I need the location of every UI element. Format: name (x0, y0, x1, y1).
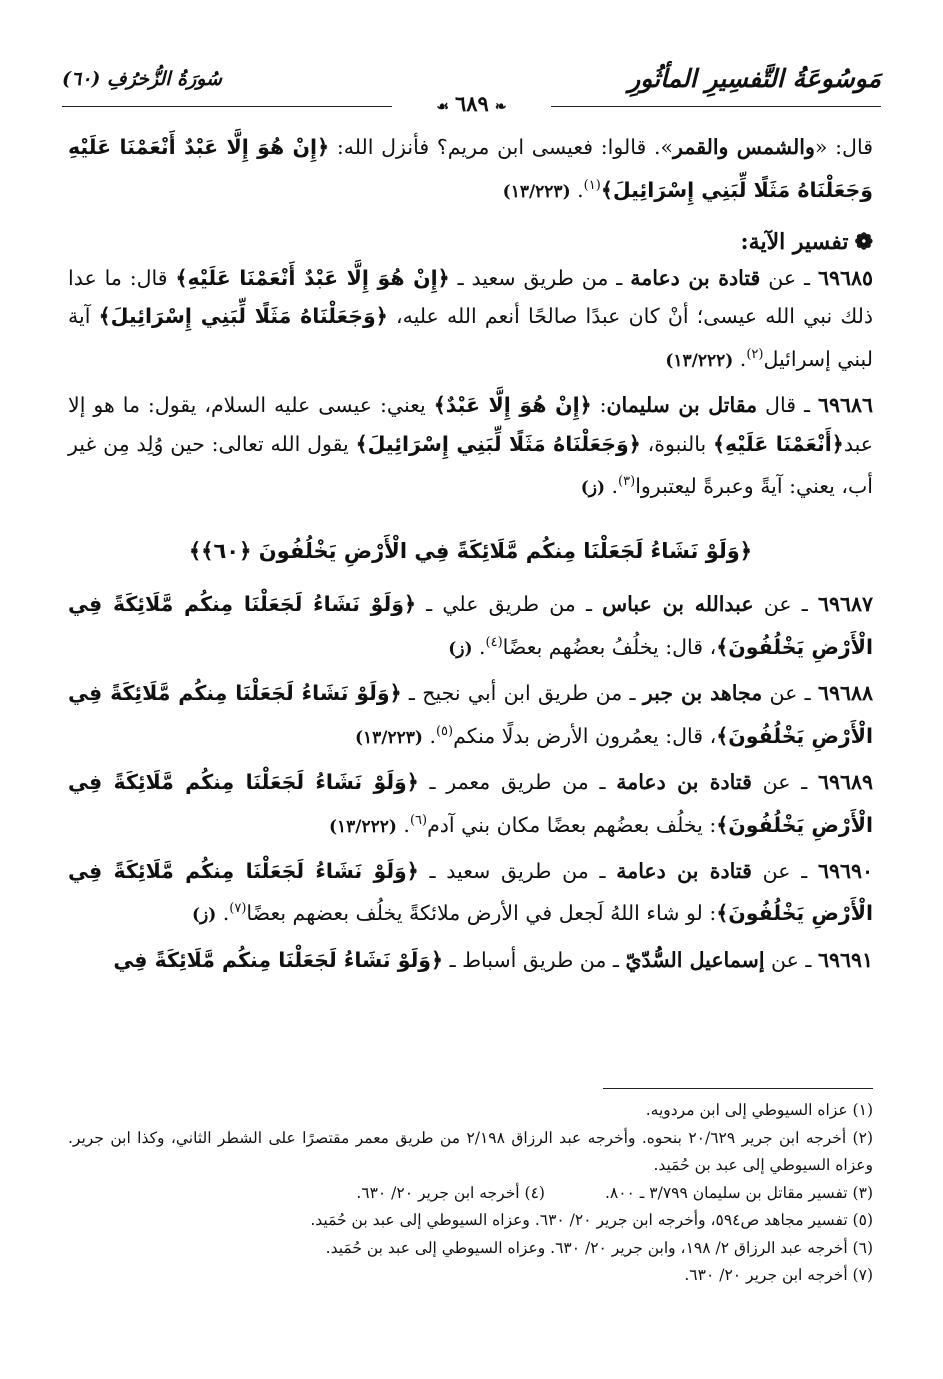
quran-quote: ﴿إِنْ هُوَ إِلَّا عَبْدٌ﴾ (433, 393, 592, 418)
quran-quote: ﴿وَلَوْ نَشَاءُ لَجَعَلْنَا مِنكُم مَّلَائِكَةً فِي (113, 947, 444, 972)
entry-69688: ٦٩٦٨٨ ـ عن مجاهد بن جبر ـ من طريق ابن أبي نجيح ـ ﴿وَلَوْ نَشَاءُ لَجَعَلْنَا مِنكُم مَّلَائِكَةً فِي الْأَرْضِ يَخْلُفُونَ﴾، قال: يعمُرون الأرض بدلًا منكم$^{(٥)}$. (١٣/٢٢٣) (68, 681, 873, 748)
entry-69685: ٦٩٦٨٥ ـ عن قتادة بن دعامة ـ من طريق سعيد ـ ﴿إِنْ هُوَ إِلَّا عَبْدٌ أَنْعَمْنَا عَلَيْهِ﴾ قال: ما عدا ذلك نبي الله عيسى؛ أنْ كان عبدًا صالحًا أنعم الله عليه، ﴿وَجَعَلْنَاهُ مَثَلًا لِّبَنِي إِسْرَائِيلَ﴾ آية لبني إسرائيل$^{(٢)}$. (١٣/٢٢٢) (68, 265, 873, 371)
footnote-marker: (١) (583, 177, 601, 193)
entry-69691: ٦٩٦٩١ ـ عن إسماعيل السُّدّيّ ـ من طريق أسباط ـ ﴿وَلَوْ نَشَاءُ لَجَعَلْنَا مِنكُم مَّلَائِكَةً فِي (113, 947, 873, 972)
footnote-marker: (٦) (409, 812, 428, 828)
footnote-3: (٣) تفسير مقاتل بن سليمان ٣/٧٩٩ ـ ٨٠٠. (604, 1183, 873, 1202)
volume-reference: (١٣/٢٢٣) (502, 181, 571, 202)
quran-quote: ﴿إِنْ هُوَ إِلَّا عَبْدٌ أَنْعَمْنَا عَلَيْهِ وَجَعَلْنَاهُ مَثَلًا لِّبَنِي إِسْرَائِيلَ﴾ (68, 135, 873, 202)
footnote-marker: (٧) (229, 901, 247, 917)
page-number: ❧٦٨٩☙ (436, 91, 507, 116)
entry-69686: ٦٩٦٨٦ ـ قال مقاتل بن سليمان: ﴿إِنْ هُوَ إِلَّا عَبْدٌ﴾ يعني: عيسى عليه السلام، يقول: ما هو إلا عبد﴿أَنْعَمْنَا عَلَيْهِ﴾ بالنبوة، ﴿وَجَعَلْنَاهُ مَثَلًا لِّبَنِي إِسْرَائِيلَ﴾ يقول الله تعالى: حين وُلِد مِن غير أب، يعني: آيةً وعبرةً ليعتبروا$^{(٣)}$. (ز) (68, 393, 873, 498)
footnote-4: (٤) أخرجه ابن جرير ٢٠/ ٦٣٠. (356, 1183, 545, 1202)
narrator-name: إسماعيل السُّدّيّ (625, 947, 765, 972)
flower-icon: ❁ (854, 228, 873, 255)
narrator-name: مقاتل بن سليمان (606, 393, 758, 418)
volume-reference: (ز) (448, 638, 473, 659)
volume-reference: (١٣/٢٢٣) (354, 727, 423, 748)
footnote-marker: (٥) (435, 723, 454, 739)
intro-paragraph: قال: «والشمس والقمر». قالوا: فعيسى ابن مريم؟ فأنزل الله: ﴿إِنْ هُوَ إِلَّا عَبْدٌ أَنْعَمْنَا عَلَيْهِ وَجَعَلْنَاهُ مَثَلًا لِّبَنِي إِسْرَائِيلَ﴾$^{(١)}$. (١٣/٢٢٣) (68, 135, 873, 202)
quran-quote: ﴿وَلَوْ نَشَاءُ لَجَعَلْنَا مِنكُم مَّلَائِكَةً فِي الْأَرْضِ يَخْلُفُونَ﴾ (68, 592, 873, 659)
volume-reference: (ز) (580, 477, 605, 498)
narrator-name: قتادة بن دعامة (616, 770, 752, 795)
ornament-icon: ❧ (494, 99, 507, 115)
volume-reference: (ز) (191, 905, 217, 926)
book-title: مَوسُوعَةُ التَّفسِيرِ المأثُورِ (628, 64, 881, 93)
quran-quote: ﴿وَجَعَلْنَاهُ مَثَلًا لِّبَنِي إِسْرَائِيلَ﴾ (355, 431, 641, 456)
quran-quote: ﴿أَنْعَمْنَا عَلَيْهِ﴾ (713, 431, 844, 456)
section-title: ❁تفسير الآية: (740, 228, 873, 255)
narrator-name: قتادة بن دعامة (630, 265, 761, 290)
footnote-divider (603, 1088, 873, 1089)
entry-69690: ٦٩٦٩٠ ـ عن قتادة بن دعامة ـ من طريق سعيد ـ ﴿وَلَوْ نَشَاءُ لَجَعَلْنَا مِنكُم مَّلَائِكَةً فِي الْأَرْضِ يَخْلُفُونَ﴾: لو شاء اللهُ لَجعل في الأرض ملائكةً يخلُف بعضهم بعضًا$^{(٧)}$. (ز) (68, 858, 874, 926)
narrator-name: عبدالله بن عباس (602, 592, 754, 617)
quran-quote: ﴿وَلَوْ نَشَاءُ لَجَعَلْنَا مِنكُم مَّلَائِكَةً فِي الْأَرْضِ يَخْلُفُونَ﴾ (68, 681, 873, 748)
footnote-1: (١) عزاه السيوطي إلى ابن مردويه. (645, 1101, 873, 1119)
narrator-name: قتادة بن دعامة (616, 858, 752, 883)
footnote-5: (٥) تفسير مجاهد ص٥٩٤، وأخرجه ابن جرير ٢٠/ ٦٣٠. وعزاه السيوطي إلى عبد بن حُمَيد. (310, 1211, 873, 1229)
quran-quote: ﴿وَجَعَلْنَاهُ مَثَلًا لِّبَنِي إِسْرَائِيلَ﴾ (98, 304, 388, 329)
page-header (62, 58, 881, 118)
surah-name: سُورَةُ الزُّخرُفِ (٦٠) (62, 68, 222, 90)
footnote-row-3-4 (68, 1180, 873, 1208)
verse-heading: ﴿وَلَوْ نَشَاءُ لَجَعَلْنَا مِنكُم مَّلَائِكَةً فِي الْأَرْضِ يَخْلُفُونَ ﴿٦٠﴾﴾ (188, 539, 753, 564)
footnote-marker: (٣) (618, 474, 636, 490)
narrator-name: مجاهد بن جبر (642, 681, 763, 706)
volume-reference: (١٣/٢٢٢) (665, 350, 734, 371)
footnote-marker: (٢) (746, 346, 764, 362)
quran-quote: ﴿وَلَوْ نَشَاءُ لَجَعَلْنَا مِنكُم مَّلَائِكَةً فِي الْأَرْضِ يَخْلُفُونَ﴾ (68, 770, 873, 837)
footnote-marker: (٤) (485, 634, 503, 650)
ornament-icon: ☙ (436, 99, 449, 115)
entry-69687: ٦٩٦٨٧ ـ عن عبدالله بن عباس ـ من طريق علي ـ ﴿وَلَوْ نَشَاءُ لَجَعَلْنَا مِنكُم مَّلَائِكَةً فِي الْأَرْضِ يَخْلُفُونَ﴾، قال: يخلُفُ بعضُهم بعضًا$^{(٤)}$. (ز) (68, 592, 874, 659)
quran-quote: ﴿إِنْ هُوَ إِلَّا عَبْدٌ أَنْعَمْنَا عَلَيْهِ﴾ (175, 265, 450, 290)
quran-quote: ﴿وَلَوْ نَشَاءُ لَجَعَلْنَا مِنكُم مَّلَائِكَةً فِي الْأَرْضِ يَخْلُفُونَ﴾ (68, 858, 873, 926)
footnote-6: (٦) أخرجه عبد الرزاق ٢/ ١٩٨، وابن جرير ٢٠/ ٦٣٠. وعزاه السيوطي إلى عبد بن حُمَيد. (325, 1238, 873, 1257)
footnotes (68, 1097, 873, 1290)
entry-69689: ٦٩٦٨٩ ـ عن قتادة بن دعامة ـ من طريق معمر ـ ﴿وَلَوْ نَشَاءُ لَجَعَلْنَا مِنكُم مَّلَائِكَةً فِي الْأَرْضِ يَخْلُفُونَ﴾: يخلُف بعضُهم بعضًا مكان بني آدم$^{(٦)}$. (١٣/٢٢٢) (68, 770, 873, 837)
main-content (68, 128, 873, 985)
volume-reference: (١٣/٢٢٢) (328, 816, 397, 837)
footnote-7: (٧) أخرجه ابن جرير ٢٠/ ٦٣٠. (684, 1266, 873, 1284)
footnote-2: (٢) أخرجه ابن جرير ٢٠/٦٢٩ بنحوه. وأخرجه عبد الرزاق ٢/١٩٨ من طريق معمر مقتصرًا على الشطر الثاني، وكذا ابن جرير. وعزاه السيوطي إلى عبد بن حُمَيد. (68, 1128, 873, 1174)
